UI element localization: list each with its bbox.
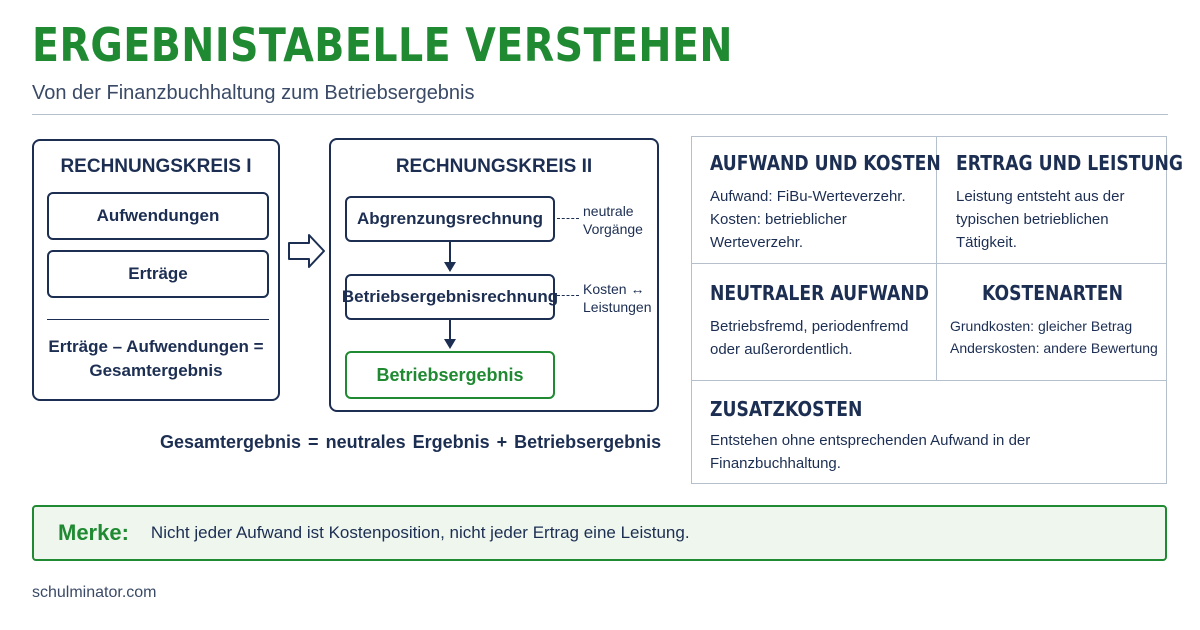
card-text-line: Grundkosten: gleicher Betrag	[950, 318, 1133, 334]
card-title: ERTRAG UND LEISTUNG	[956, 151, 1183, 175]
card-text: Entstehen ohne entsprechenden Aufwand in der Finanzbuchhaltung.	[710, 432, 1031, 472]
gesamtergebnis-formula-line-2: Gesamtergebnis	[89, 361, 223, 380]
note-line: Vorgänge	[583, 221, 643, 237]
card-text	[950, 315, 1166, 359]
rechnungskreis-1-box	[32, 139, 280, 401]
gesamtergebnis-formula-line-1: Erträge – Aufwendungen =	[48, 337, 264, 356]
betriebsergebnisrechnung-box: Betriebsergebnisrechnung	[345, 274, 555, 320]
card-aufwand-kosten	[692, 137, 941, 264]
ertraege-box: Erträge	[47, 250, 269, 298]
definitions-grid	[691, 136, 1183, 484]
card-text: Aufwand: FiBu-Werteverzehr. Kosten: betrieblicher Werteverzehr.	[710, 188, 906, 251]
gesamtergebnis-equation: Gesamtergebnis = neutrales Ergebnis + Betriebsergebnis	[160, 432, 662, 452]
footer-source: schulminator.com	[32, 584, 157, 601]
card-title: AUFWAND UND KOSTEN	[710, 151, 941, 175]
arrow-down-icon	[443, 242, 457, 274]
kosten-note-connector	[557, 295, 579, 296]
card-text: Betriebsfremd, periodenfremd oder außerordentlich.	[710, 318, 909, 358]
aufwendungen-box: Aufwendungen	[47, 192, 269, 240]
card-ertrag-leistung	[937, 137, 1183, 264]
card-zusatzkosten	[692, 381, 1166, 483]
arrow-down-icon	[443, 320, 457, 351]
card-title: KOSTENARTEN	[981, 281, 1124, 305]
note-line: Kosten ↔	[583, 281, 645, 297]
note-line: Leistungen	[583, 299, 652, 315]
rechnungskreis-2-title: RECHNUNGSKREIS II	[395, 156, 593, 177]
header-divider	[32, 114, 1168, 115]
rechnungskreis-2-box	[329, 138, 659, 412]
neutral-note-connector	[557, 218, 579, 219]
card-kostenarten	[937, 264, 1166, 381]
kreis-1-divider	[47, 319, 269, 320]
card-text: Leistung entsteht aus der typischen betrieblichen Tätigkeit.	[956, 188, 1125, 251]
arrow-right-icon	[287, 232, 327, 270]
card-text-line: Anderskosten: andere Bewertung	[950, 340, 1158, 356]
abgrenzungsrechnung-box: Abgrenzungsrechnung	[345, 196, 555, 242]
betriebsergebnis-box: Betriebsergebnis	[345, 351, 555, 399]
merke-banner	[32, 505, 1167, 561]
rechnungskreis-1-title: RECHNUNGSKREIS I	[60, 156, 252, 177]
page-title: ERGEBNISTABELLE VERSTEHEN	[32, 18, 733, 72]
page-subtitle: Von der Finanzbuchhaltung zum Betriebsergebnis	[32, 82, 475, 104]
card-neutraler-aufwand	[692, 264, 937, 381]
card-title: ZUSATZKOSTEN	[710, 397, 863, 421]
kosten-leistungen-note	[583, 280, 652, 316]
merke-text: Nicht jeder Aufwand ist Kostenposition, nicht jeder Ertrag eine Leistung.	[150, 523, 690, 542]
note-line: neutrale	[583, 203, 634, 219]
merke-label: Merke:	[58, 520, 129, 545]
card-title: NEUTRALER AUFWAND	[710, 281, 930, 305]
neutrale-vorgaenge-note	[583, 202, 643, 238]
